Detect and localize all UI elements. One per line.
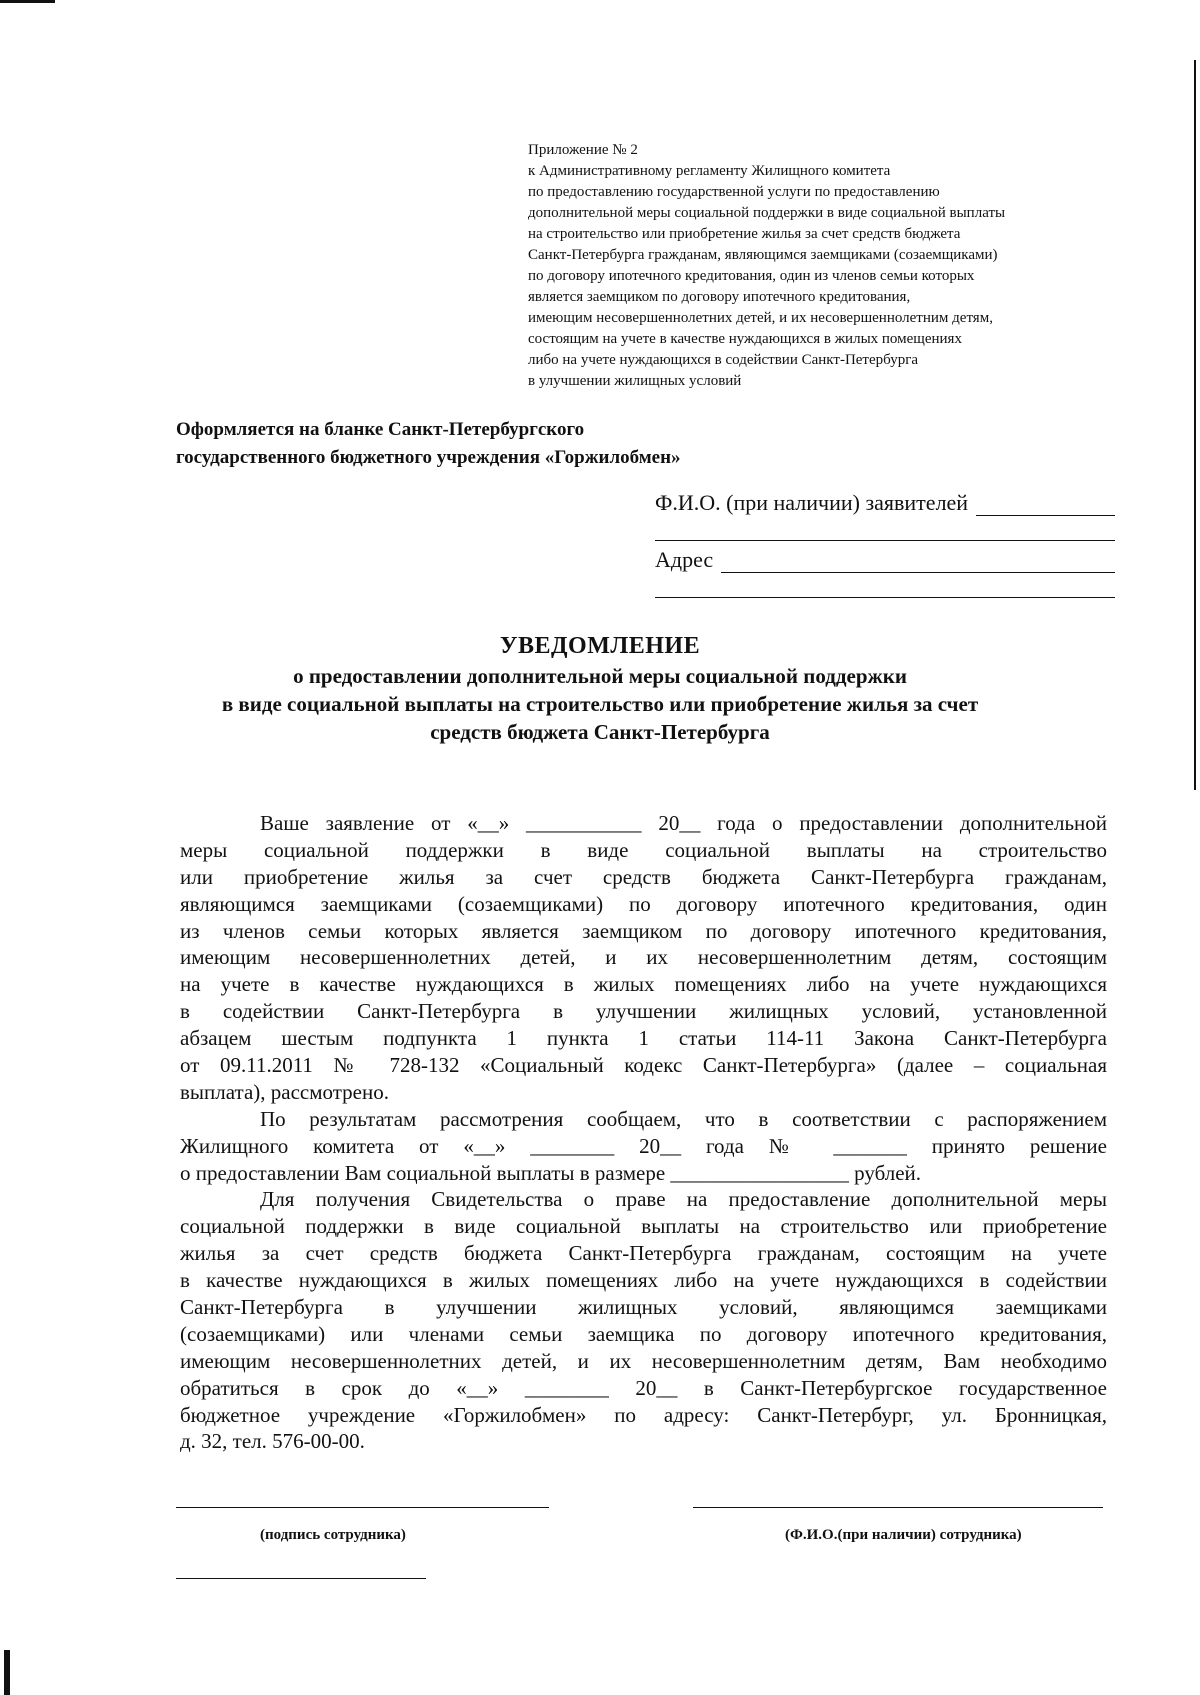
appendix-line: состоящим на учете в качестве нуждающихся в жилых помещениях (528, 331, 962, 347)
notice-subtitle-line: о предоставлении дополнительной меры социальной поддержки (293, 664, 907, 688)
body-line: (созаемщиками) или членами семьи заемщика по договору ипотечного кредитования, (180, 1321, 1107, 1346)
appendix-line: Приложение № 2 (528, 142, 638, 158)
body-line: д. 32, тел. 576-00-00. (180, 1429, 365, 1454)
body-line: в содействии Санкт-Петербурга в улучшении жилищных условий, установленной (180, 999, 1107, 1024)
scan-mark-bottom-left (4, 1650, 10, 1695)
applicant-address-field-line2[interactable] (655, 577, 1115, 598)
body-line: По результатам рассмотрения сообщаем, что в соответствии с распоряжением (260, 1106, 1107, 1131)
notice-subtitle-line: в виде социальной выплаты на строительство или приобретение жилья за счет (221, 692, 979, 716)
appendix-header (528, 140, 1128, 392)
body-line: Ваше заявление от «__» ___________ 20__ года о предоставлении дополнительной (260, 811, 1107, 835)
body-line: на учете в качестве нуждающихся в жилых помещениях либо на учете нуждающихся (180, 972, 1107, 997)
body-line: выплата), рассмотрено. (180, 1079, 389, 1104)
date-field[interactable] (176, 1578, 426, 1579)
body-line: от 09.11.2011 № 728-132 «Социальный кодекс Санкт-Петербурга» (далее – социальная (180, 1053, 1107, 1078)
body-line: бюджетное учреждение «Горжилобмен» по адресу: Санкт-Петербург, ул. Бронницкая, (180, 1402, 1107, 1427)
appendix-line: дополнительной меры социальной поддержки в виде социальной выплаты (528, 205, 1006, 221)
scan-mark-right-edge (1194, 60, 1196, 790)
applicant-name-field[interactable] (976, 495, 1115, 516)
body-line: Для получения Свидетельства о праве на предоставление дополнительной меры (260, 1187, 1107, 1212)
notice-body (180, 810, 1107, 1455)
scan-mark-top-left (0, 0, 55, 3)
blank-note (176, 416, 876, 472)
blank-note-line: Оформляется на бланке Санкт-Петербургского (176, 419, 585, 440)
blank-note-line: государственного бюджетного учреждения «Горжилобмен» (176, 447, 681, 468)
applicant-name-row (655, 490, 1115, 516)
signature-label: (подпись сотрудника) (260, 1527, 406, 1543)
appendix-line: имеющим несовершеннолетних детей, и их несовершеннолетним детям, (528, 310, 993, 326)
appendix-line: в улучшении жилищных условий (528, 373, 742, 389)
applicant-block (655, 490, 1115, 598)
notice-heading (150, 630, 1050, 746)
body-line: в качестве нуждающихся в жилых помещениях либо на учете нуждающихся в содействии (180, 1268, 1107, 1293)
appendix-line: к Административному регламенту Жилищного комитета (528, 163, 891, 179)
applicant-address-label: Адрес (655, 547, 714, 572)
body-line: жилья за счет средств бюджета Санкт-Петербурга гражданам, состоящим на учете (180, 1241, 1107, 1266)
body-line: Жилищного комитета от «__» ________ 20__ года № _______ принято решение (180, 1133, 1107, 1158)
appendix-line: Санкт-Петербурга гражданам, являющимся заемщиками (созаемщиками) (528, 247, 998, 263)
body-line: меры социальной поддержки в виде социальной выплаты на строительство (180, 837, 1107, 862)
applicant-address-field[interactable] (721, 552, 1115, 573)
appendix-line: по предоставлению государственной услуги по предоставлению (528, 184, 940, 200)
signature-field[interactable] (176, 1507, 549, 1508)
body-line: Санкт-Петербурга в улучшении жилищных условий, являющимся заемщиками (180, 1295, 1107, 1320)
employee-name-label: (Ф.И.О.(при наличии) сотрудника) (785, 1527, 1022, 1543)
notice-subtitle-line: средств бюджета Санкт-Петербурга (430, 720, 770, 744)
appendix-line: по договору ипотечного кредитования, один из членов семьи которых (528, 268, 975, 284)
appendix-line: на строительство или приобретение жилья за счет средств бюджета (528, 226, 961, 242)
body-line: о предоставлении Вам социальной выплаты в размере _________________ рублей. (180, 1160, 922, 1185)
appendix-line: является заемщиком по договору ипотечного кредитования, (528, 289, 911, 305)
body-line: абзацем шестым подпункта 1 пункта 1 статьи 114-11 Закона Санкт-Петербурга (180, 1026, 1107, 1051)
body-line: обратиться в срок до «__» ________ 20__ в Санкт-Петербургское государственное (180, 1375, 1107, 1400)
applicant-name-field-line2[interactable] (655, 520, 1115, 541)
body-line: из членов семьи которых является заемщиком по договору ипотечного кредитования, (180, 918, 1107, 943)
body-line: являющимся заемщиками (созаемщиками) по договору ипотечного кредитования, один (180, 891, 1107, 916)
body-line: имеющим несовершеннолетних детей, и их несовершеннолетним детям, состоящим (180, 945, 1107, 970)
applicant-address-row (655, 547, 1115, 573)
employee-name-field[interactable] (693, 1507, 1103, 1508)
body-line: или приобретение жилья за счет средств бюджета Санкт-Петербурга гражданам, (180, 864, 1107, 889)
appendix-line: либо на учете нуждающихся в содействии Санкт-Петербурга (528, 352, 919, 368)
applicant-name-label: Ф.И.О. (при наличии) заявителей (655, 490, 969, 515)
body-line: социальной поддержки в виде социальной выплаты на строительство или приобретение (180, 1214, 1107, 1239)
notice-title: УВЕДОМЛЕНИЕ (499, 633, 701, 659)
body-line: имеющим несовершеннолетних детей, и их несовершеннолетним детям, Вам необходимо (180, 1348, 1107, 1373)
